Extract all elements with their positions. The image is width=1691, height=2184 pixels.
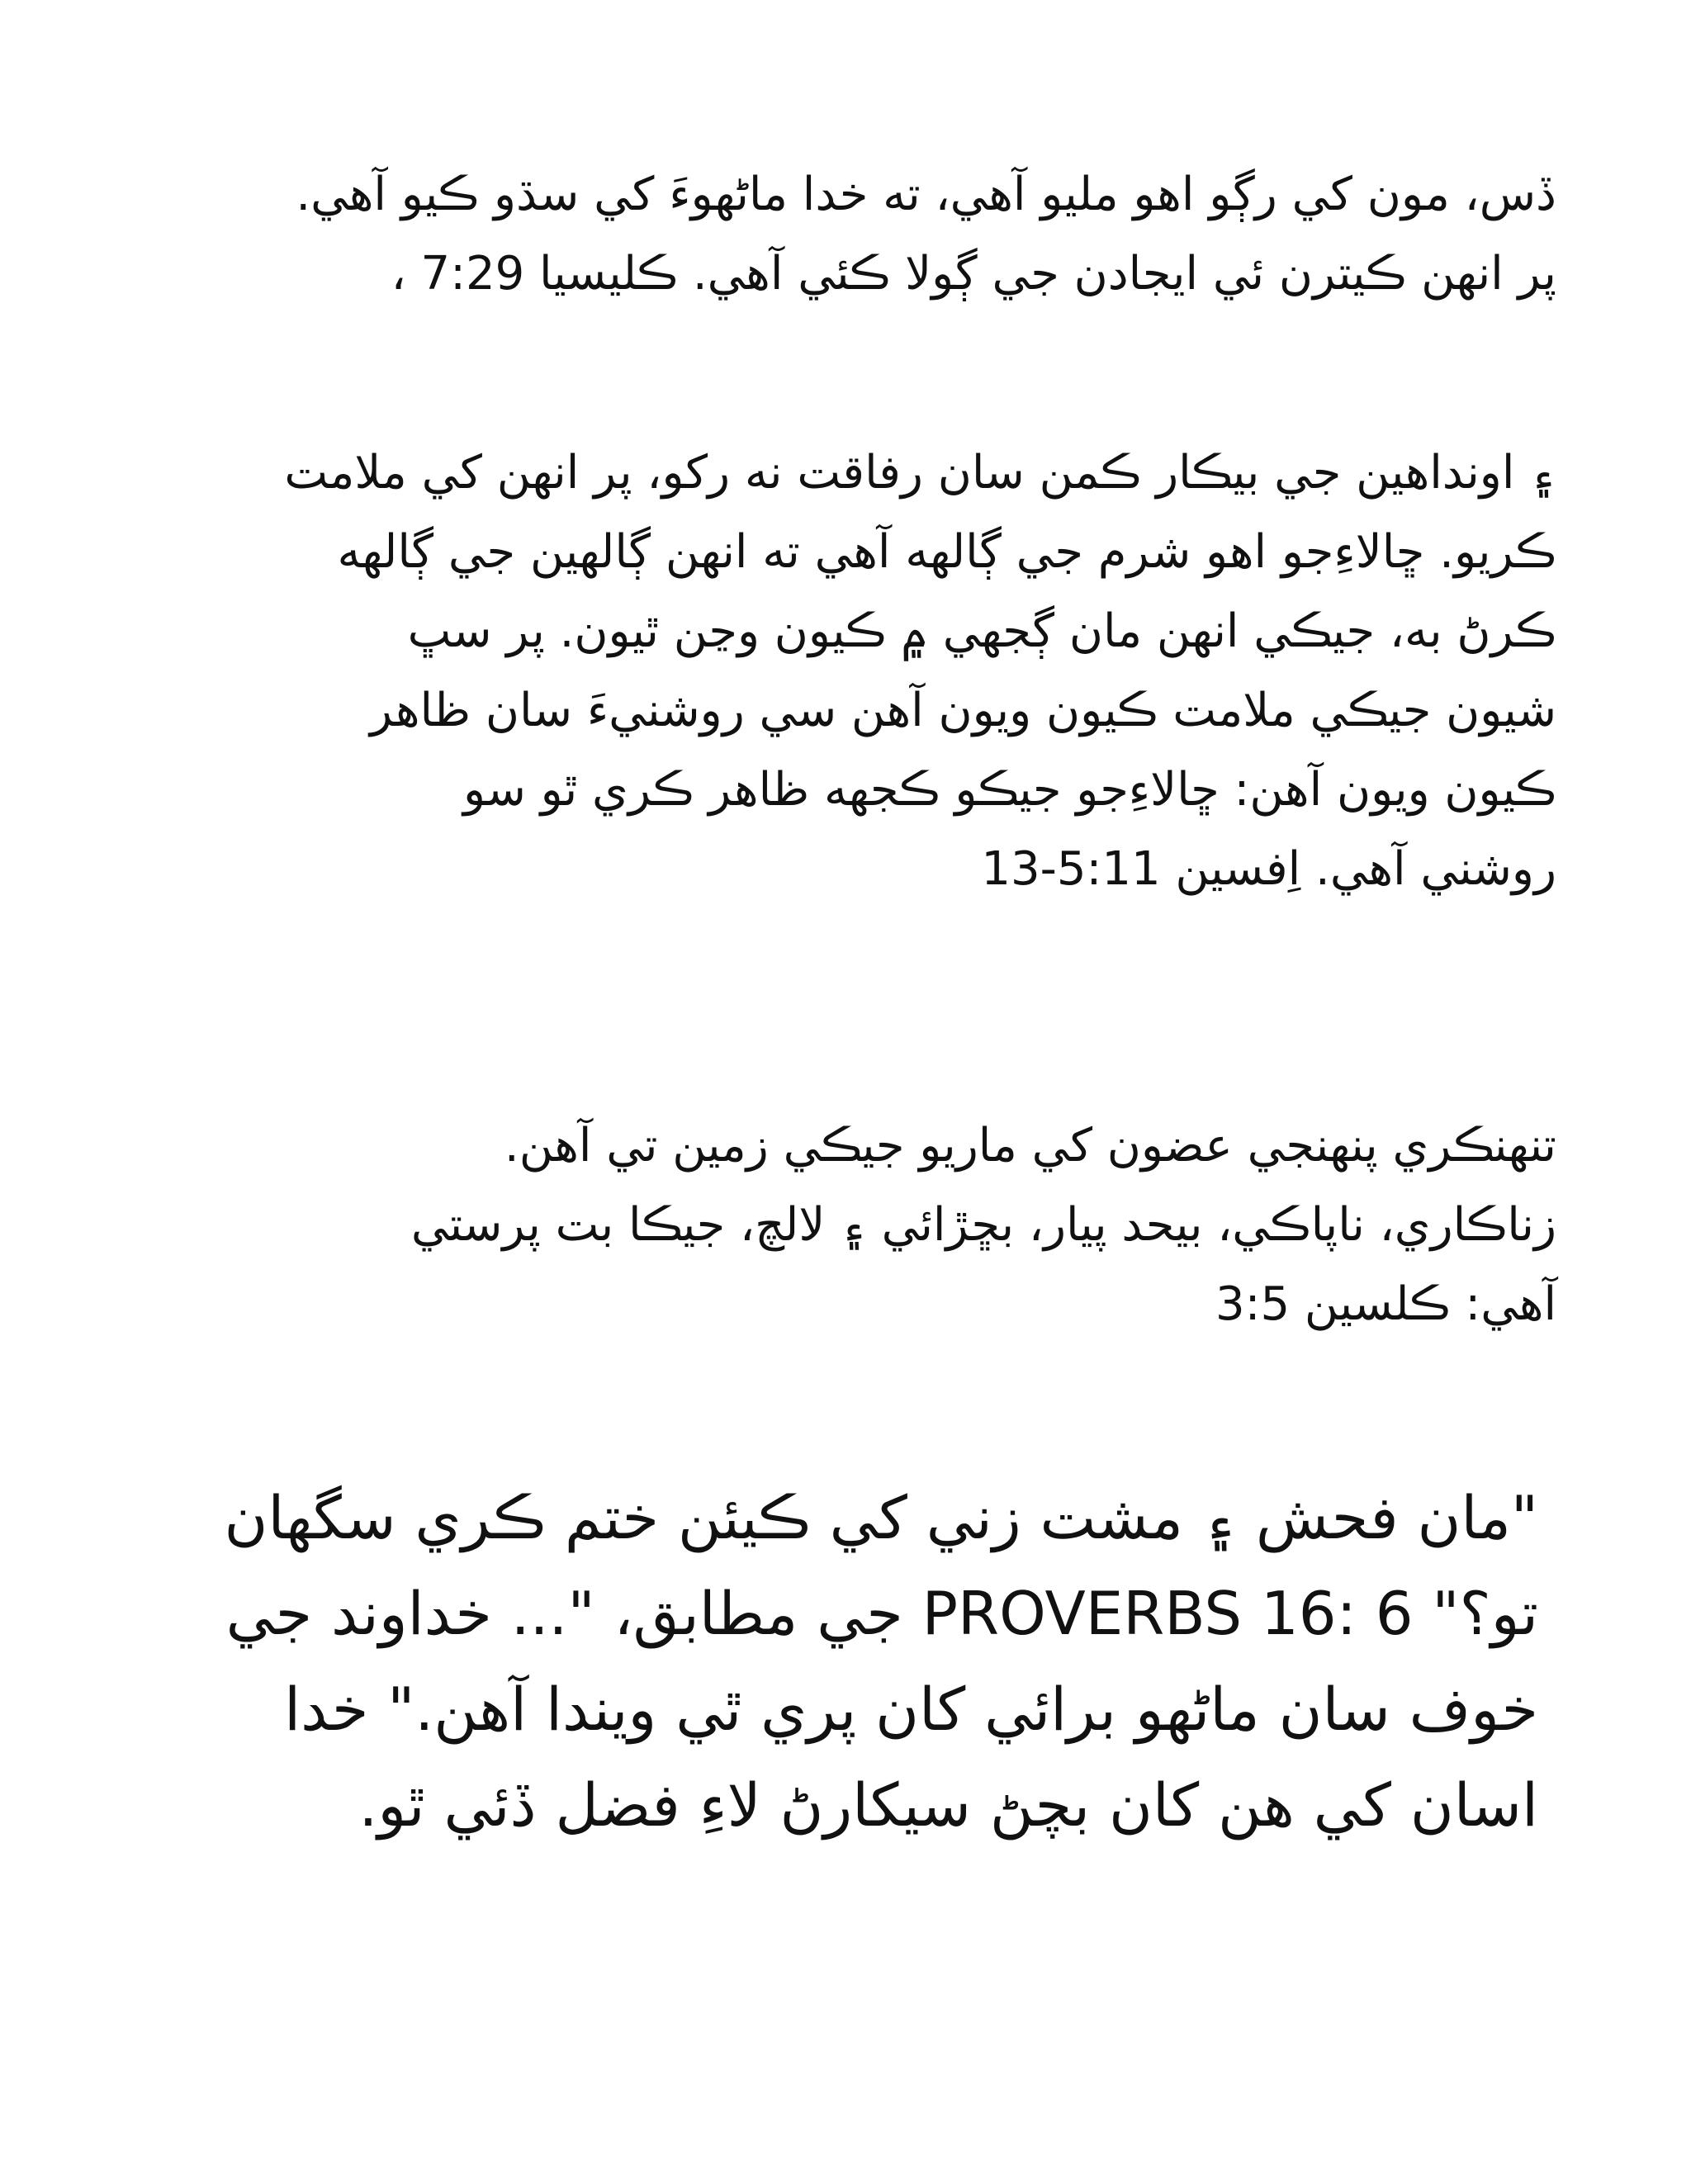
- paragraph-line: "مان فحش ۽ مشت زني کي ڪيئن ختم ڪري سگهان: [224, 1483, 1538, 1552]
- question-paragraph-proverbs: [224, 1470, 1538, 1853]
- verse-paragraph-ephesians: [284, 433, 1556, 909]
- paragraph-line: ڪيون ويون آهن: ڇالاءِجو جيڪو ڪجهه ظاهر ڪري ٿو سو: [463, 763, 1556, 817]
- paragraph-line: زناڪاري، ناپاڪي، بيحد پيار، بڇڙائي ۽ لالچ، جيڪا بت پرستي: [410, 1198, 1556, 1252]
- paragraph-line: خوف سان ماڻهو برائي کان پري ٿي ويندا آهن." خدا: [284, 1675, 1538, 1744]
- paragraph-line: پر انهن ڪيترن ئي ايجادن جي ڳولا ڪئي آهي. ڪليسيا 7:29 ،: [391, 247, 1556, 301]
- paragraph-line: ڪريو. ڇالاءِجو اهو شرم جي ڳالهه آهي ته انهن ڳالهين جي ڳالهه: [337, 525, 1556, 579]
- paragraph-line: ڏس، مون کي رڳو اهو مليو آهي، ته خدا ماڻهوءَ کي سڌو ڪيو آهي.: [296, 168, 1556, 221]
- paragraph-line: آهي: ڪلسين 3:5: [1215, 1277, 1556, 1331]
- paragraph-line: ڪرڻ به، جيڪي انهن مان ڳجهي ۾ ڪيون وڃن ٿيون. پر سڀ: [407, 604, 1556, 658]
- verse-paragraph-ecclesiastes: [296, 155, 1556, 314]
- verse-paragraph-colossians: [411, 1106, 1556, 1344]
- paragraph-line: اسان کي هن کان بچڻ سيکارڻ لاءِ فضل ڏئي ٿو.: [358, 1770, 1538, 1840]
- paragraph-line: تو؟" PROVERBS 16: 6 جي مطابق، "... خداوند جي: [225, 1579, 1538, 1648]
- paragraph-line: شيون جيڪي ملامت ڪيون ويون آهن سي روشنيءَ سان ظاهر: [370, 684, 1556, 737]
- paragraph-line: تنهنڪري پنهنجي عضون کي ماريو جيڪي زمين تي آهن.: [504, 1119, 1556, 1173]
- paragraph-line: روشني آهي. اِفسين 5:11-13: [981, 842, 1556, 896]
- paragraph-line: ۽ اونداهين جي بيڪار ڪمن سان رفاقت نه رکو، پر انهن کي ملامت: [284, 446, 1556, 500]
